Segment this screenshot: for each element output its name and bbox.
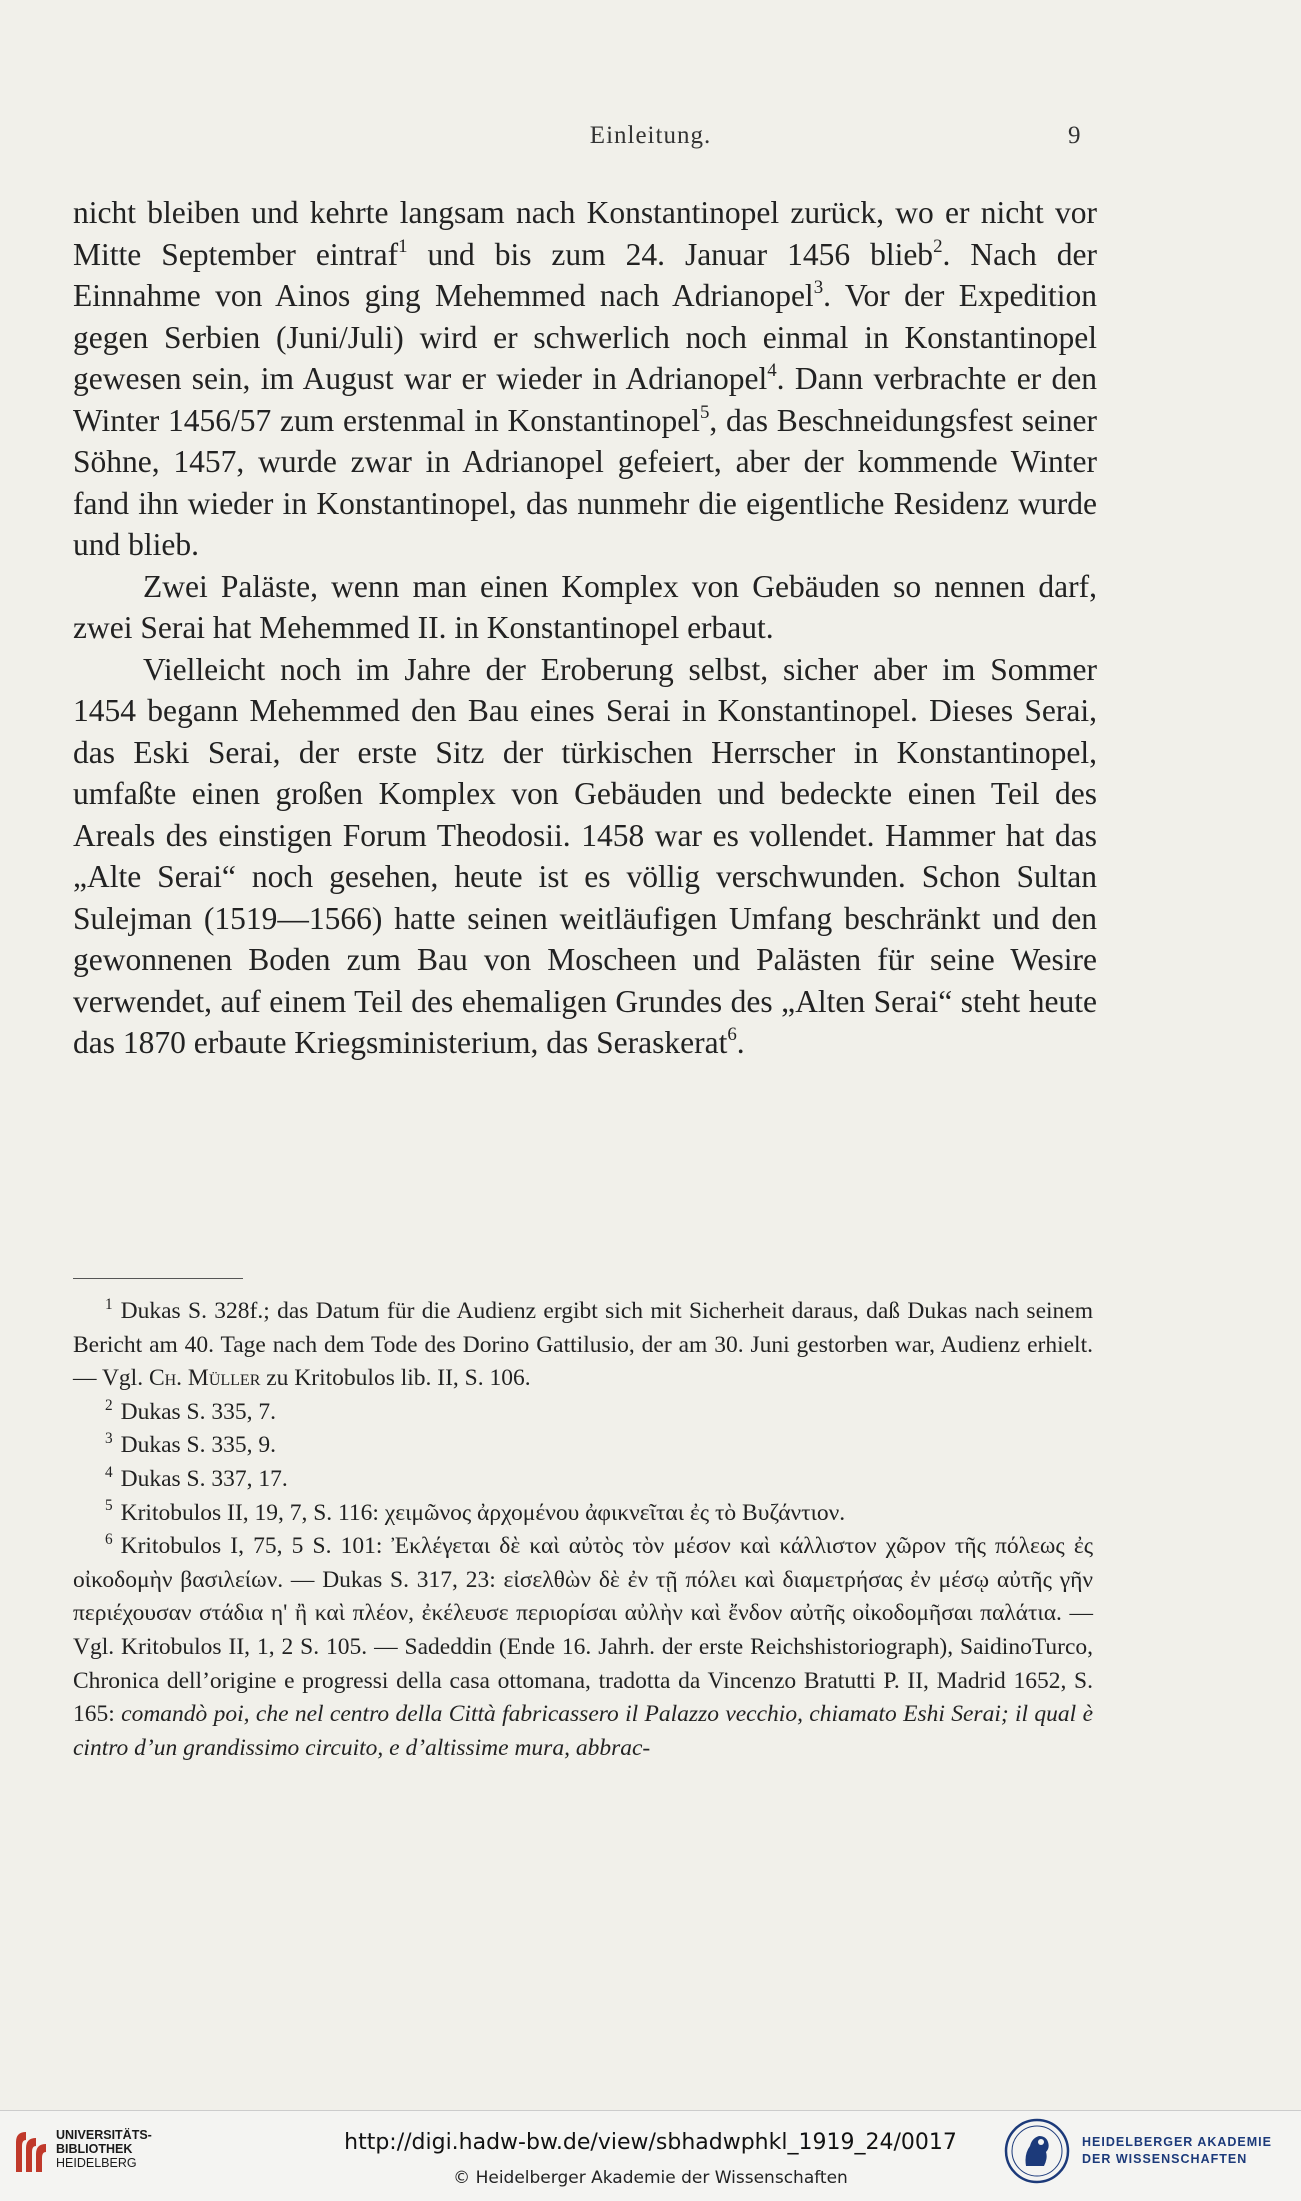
footnote-text: Dukas S. 337, 17. [120, 1465, 288, 1492]
text-run: . Vor der Expedition gegen Serbien (Juni/Juli) wird er schwerlich noch einmal in Konstantinopel gewesen sein, im August war er wieder in Adrianopel [73, 278, 1097, 396]
footnote-ref-6[interactable]: 6 [727, 1023, 737, 1045]
footnote-text: Kritobulos I, 75, 5 S. 101: Ἐκλέγεται δὲ καὶ αὐτὸς τὸν μέσον καὶ κάλλιστον χῶρον τῆς πόλεως ἐς οἰκοδομὴν βασιλείων. — Dukas S. 317, 23: εἰσελθὼν δὲ ἐν τῇ πόλει καὶ διαμετρήσας ἐν μέσῳ αὐτῆς γῆν περιέχουσαν στάδια η' ἢ καὶ πλέον, ἐκέλευσε περιορίσαι αὐλὴν καὶ ἔνδον αὐτῆς οἰκοδομῆσαι παλάτια. — Vgl. Kritobulos II, 1, 2 S. 105. — Sadeddin (Ende 16. Jahrh. der erste Reichshistoriograph), SaidinoTurco, Chronica dell’origine e progressi della casa ottomana, tradotta da Vincenzo Bratutti P. II, Madrid 1652, S. 165: [73, 1533, 1093, 1728]
text-run: , das Beschneidungsfest seiner Söhne, 1457, wurde zwar in Adrianopel gefeiert, aber der kommende Winter fand ihn wieder in Konstantinopel, das nunmehr die eigentliche Residenz wurde und blieb. [73, 402, 1097, 562]
footnote-3 [73, 1429, 1093, 1463]
text-run: . Nach der Einnahme von Ainos ging Mehemmed nach Adrianopel [73, 236, 1097, 313]
text-run: und bis zum 24. Januar 1456 blieb [407, 236, 934, 272]
text-run: Vielleicht noch im Jahre der Eroberung selbst, sicher aber im Sommer 1454 begann Mehemmed den Bau eines Serai in Konstantinopel. Dieses Serai, das Eski Serai, der erste Sitz der türkischen Herrscher in Konstantinopel, umfaßte einen großen Komplex von Gebäuden und bedeckte einen Teil des Areals des einstigen Forum Theodosii. 1458 war es vollendet. Hammer hat das „Alte Serai“ noch gesehen, heute ist es völlig verschwunden. Schon Sultan Sulejman (1519—1566) hatte seinen weitläufigen Umfang beschränkt und den gewonnenen Boden zum Bau von Moscheen und Palästen für seine Wesire verwendet, auf einem Teil des ehemaligen Grundes des „Alten Serai“ steht heute das 1870 erbaute Kriegsministerium, das Seraskerat [73, 651, 1097, 1060]
footnote-1 [73, 1295, 1093, 1396]
page-number: 9 [1068, 122, 1081, 149]
text-run: nicht bleiben und kehrte langsam nach Konstantinopel zurück, wo er nicht vor Mitte September eintraf [73, 195, 1097, 272]
footnote-text: zu Kritobulos lib. II, S. 106. [260, 1365, 531, 1392]
text-run: . Dann verbrachte er den Winter 1456/57 zum erstenmal in Konstantinopel [73, 361, 1097, 438]
footnote-ref-1[interactable]: 1 [398, 235, 408, 257]
footnote-ref-5[interactable]: 5 [699, 401, 710, 423]
footnote-5 [73, 1497, 1093, 1531]
library-line: HEIDELBERG [56, 2156, 137, 2170]
footnote-6 [73, 1530, 1093, 1765]
author-name: Ch. Müller [148, 1365, 261, 1392]
academy-line: HEIDELBERGER AKADEMIE [1082, 2135, 1272, 2149]
academy-name[interactable] [1082, 2134, 1272, 2168]
footnote-2 [73, 1396, 1093, 1430]
library-line: BIBLIOTHEK [56, 2142, 133, 2156]
footnote-text: Dukas S. 328f.; das Datum für die Audienz ergibt sich mit Sicherheit daraus, daß Dukas nach seinem Bericht am 40. Tage nach dem Tode des Dorino Gattilusio, der am 30. Juni gestorben war, Audienz erhielt. — Vgl. [73, 1298, 1093, 1392]
footnote-4 [73, 1463, 1093, 1497]
footnote-text: Dukas S. 335, 7. [120, 1398, 277, 1425]
italian-quote: comandò poi, che nel centro della Città fabricassero il Palazzo vecchio, chiamato Eshi Serai; il qual è cintro d’un grandissimo circuito, e d’altissime mura, abbrac- [73, 1701, 1093, 1761]
academy-seal-icon[interactable] [1004, 2118, 1070, 2184]
main-text [73, 192, 1097, 1064]
permalink-url[interactable]: http://digi.hadw-bw.de/view/sbhadwphkl_1919_24/0017 [344, 2130, 957, 2155]
running-header-title: Einleitung. [589, 122, 712, 149]
text-run: . [736, 1025, 745, 1060]
footnotes [73, 1295, 1093, 1765]
footnote-divider [73, 1278, 243, 1279]
footnote-ref-2[interactable]: 2 [933, 235, 943, 257]
library-line: UNIVERSITÄTS- [56, 2128, 152, 2142]
footnote-mark: 3 [105, 1430, 113, 1448]
footnote-mark: 2 [105, 1396, 113, 1414]
footnote-mark: 5 [105, 1497, 113, 1515]
academy-line: DER WISSENSCHAFTEN [1082, 2152, 1248, 2166]
paragraph-2: Zwei Paläste, wenn man einen Komplex von Gebäuden so nennen darf, zwei Serai hat Mehemmed II. in Konstantinopel erbaut. [73, 568, 1097, 645]
paragraph-1 [73, 192, 1097, 566]
footnote-text: Dukas S. 335, 9. [120, 1432, 277, 1459]
footnote-text: Kritobulos II, 19, 7, S. 116: χειμῶνος ἀρχομένου ἀφικνεῖται ἐς τὸ Βυζάντιον. [120, 1499, 846, 1526]
copyright-notice: © Heidelberger Akademie der Wissenschaften [453, 2168, 848, 2188]
footnote-mark: 1 [105, 1295, 113, 1313]
footnote-mark: 4 [105, 1463, 113, 1481]
footnote-mark: 6 [105, 1531, 113, 1548]
paragraph-3 [73, 649, 1097, 1064]
footnote-ref-4[interactable]: 4 [767, 359, 777, 381]
footnote-ref-3[interactable]: 3 [813, 276, 824, 298]
